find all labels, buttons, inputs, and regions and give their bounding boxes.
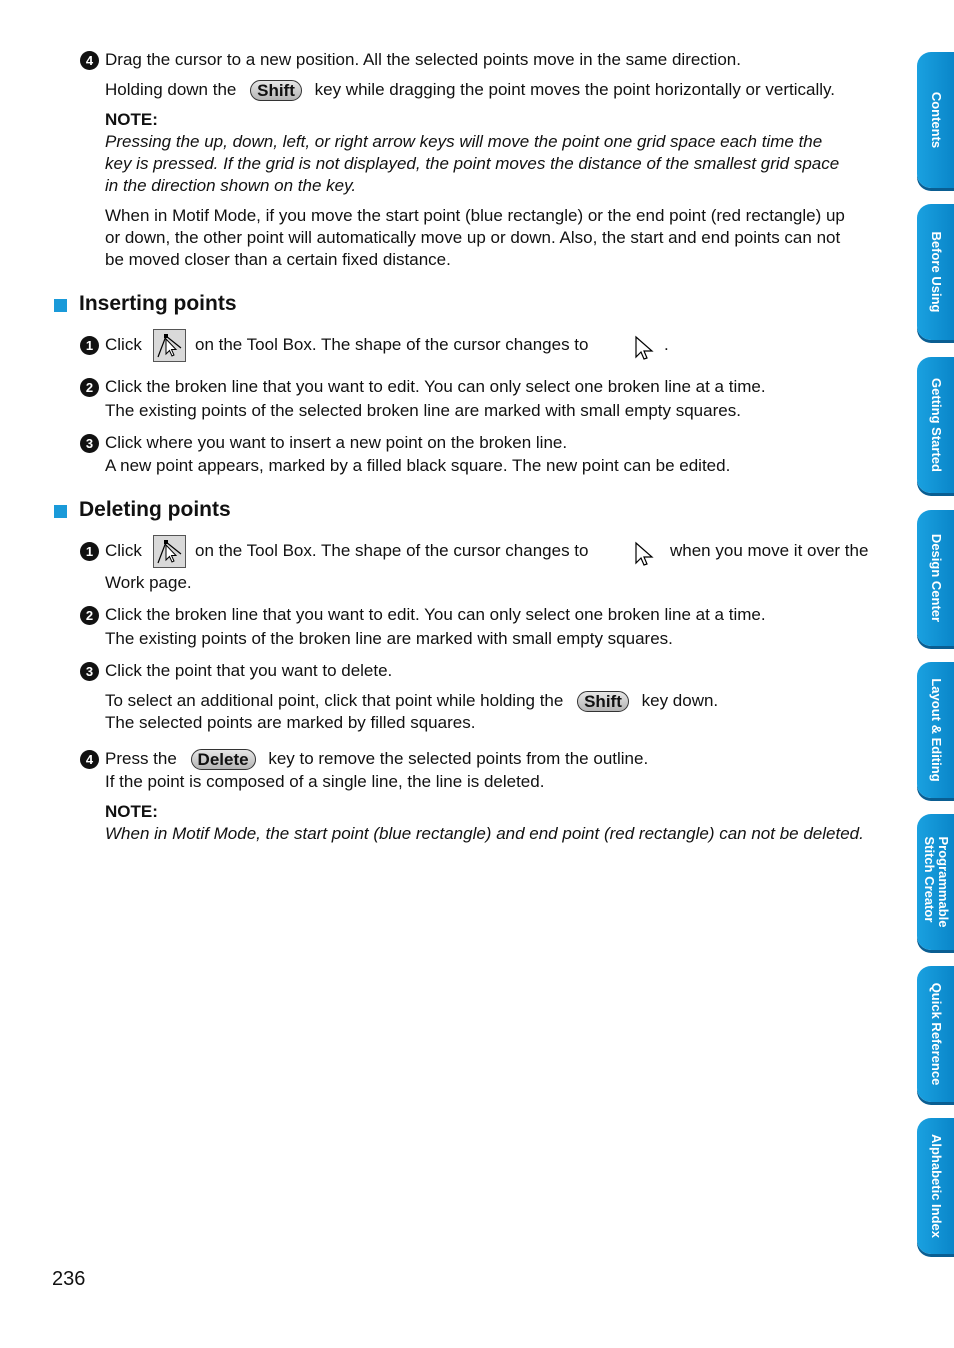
- page-number: 236: [52, 1268, 86, 1290]
- section-title-inserting: Inserting points: [79, 292, 237, 315]
- motif-text: or down, the other point will automatically move up or down. Also, the start and end points can not: [105, 228, 841, 247]
- section-marker: [54, 299, 67, 312]
- tab-label: Contents: [928, 91, 944, 149]
- tab-label-line: Stitch Creator: [921, 836, 937, 923]
- tab-label: Design Center: [928, 533, 944, 623]
- tab-programmable-stitch-creator[interactable]: [917, 814, 954, 950]
- instruction-text: key down.: [641, 691, 719, 710]
- instruction-text: Holding down the: [105, 80, 237, 99]
- instruction-text: key to remove the selected points from the outline.: [268, 749, 649, 768]
- step-number: 3: [80, 662, 99, 681]
- section-marker: [54, 505, 67, 518]
- tab-label-line: Programmable: [935, 836, 951, 928]
- step-number: 1: [80, 336, 99, 355]
- step-text: Click where you want to insert a new point on the broken line.: [105, 433, 568, 452]
- note-text: key is pressed. If the grid is not displayed, the point moves the distance of the smallest grid space: [105, 154, 840, 173]
- point-edit-tool-icon: [153, 535, 186, 568]
- step-number: 1: [80, 542, 99, 561]
- shift-key: Shift: [577, 691, 629, 712]
- tab-label: Before Using: [928, 231, 944, 313]
- tab-label: Layout & Editing: [928, 678, 944, 782]
- instruction-text: To select an additional point, click that point while holding the: [105, 691, 564, 710]
- step-text: If the point is composed of a single line, the line is deleted.: [105, 772, 545, 791]
- arrow-cursor-icon: [634, 541, 656, 567]
- point-edit-tool-icon: [153, 329, 186, 362]
- tab-layout-editing[interactable]: [917, 662, 954, 798]
- step-text: Work page.: [105, 573, 192, 592]
- tab-quick-reference[interactable]: [917, 966, 954, 1102]
- step-number: 2: [80, 606, 99, 625]
- note-text: When in Motif Mode, the start point (blue rectangle) and end point (red rectangle) can not be deleted.: [105, 824, 864, 843]
- tab-label: [922, 836, 950, 927]
- tab-contents[interactable]: [917, 52, 954, 188]
- tab-label: Getting Started: [928, 378, 944, 472]
- step-text: Click: [105, 335, 142, 354]
- note-text: Pressing the up, down, left, or right arrow keys will move the point one grid space each time the: [105, 132, 823, 151]
- step-text: Click: [105, 541, 142, 560]
- delete-instruction: [105, 747, 648, 770]
- step-number: 4: [80, 750, 99, 769]
- step-text: Click the broken line that you want to edit. You can only select one broken line at a time.: [105, 377, 766, 396]
- tab-label: Quick Reference: [928, 982, 944, 1086]
- note-text: in the direction shown on the key.: [105, 176, 357, 195]
- step-text: Click the broken line that you want to edit. You can only select one broken line at a time.: [105, 605, 766, 624]
- shift-key: Shift: [250, 80, 302, 101]
- note-label: NOTE:: [105, 802, 158, 821]
- tab-design-center[interactable]: [917, 510, 954, 646]
- step-text: The existing points of the selected broken line are marked with small empty squares.: [105, 401, 741, 420]
- note-label: NOTE:: [105, 110, 158, 129]
- step-number: 4: [80, 51, 99, 70]
- step-text: on the Tool Box. The shape of the cursor changes to: [195, 541, 589, 560]
- step-number: 3: [80, 434, 99, 453]
- step-text: on the Tool Box. The shape of the cursor changes to: [195, 335, 589, 354]
- step-text: Drag the cursor to a new position. All the selected points move in the same direction.: [105, 50, 741, 69]
- instruction-text: Press the: [105, 749, 177, 768]
- tab-alphabetic-index[interactable]: [917, 1118, 954, 1254]
- arrow-cursor-icon: [634, 335, 656, 361]
- step-text: Click the point that you want to delete.: [105, 661, 393, 680]
- step-text: The selected points are marked by filled squares.: [105, 713, 476, 732]
- tab-label: Alphabetic Index: [928, 1133, 944, 1239]
- step-number: 2: [80, 378, 99, 397]
- tab-getting-started[interactable]: [917, 357, 954, 493]
- shift-instruction: [105, 78, 835, 101]
- delete-key: Delete: [191, 749, 256, 770]
- step-text: .: [664, 335, 669, 354]
- step-text: A new point appears, marked by a filled black square. The new point can be edited.: [105, 456, 731, 475]
- step-text: when you move it over the: [670, 541, 869, 560]
- section-title-deleting: Deleting points: [79, 498, 231, 521]
- instruction-text: key while dragging the point moves the point horizontally or vertically.: [314, 80, 835, 99]
- motif-text: be moved closer than a certain fixed distance.: [105, 250, 451, 269]
- step-text: The existing points of the broken line are marked with small empty squares.: [105, 629, 673, 648]
- shift-instruction: [105, 689, 718, 712]
- tab-before-using[interactable]: [917, 204, 954, 340]
- motif-text: When in Motif Mode, if you move the start point (blue rectangle) or the end point (red rectangle) up: [105, 206, 845, 225]
